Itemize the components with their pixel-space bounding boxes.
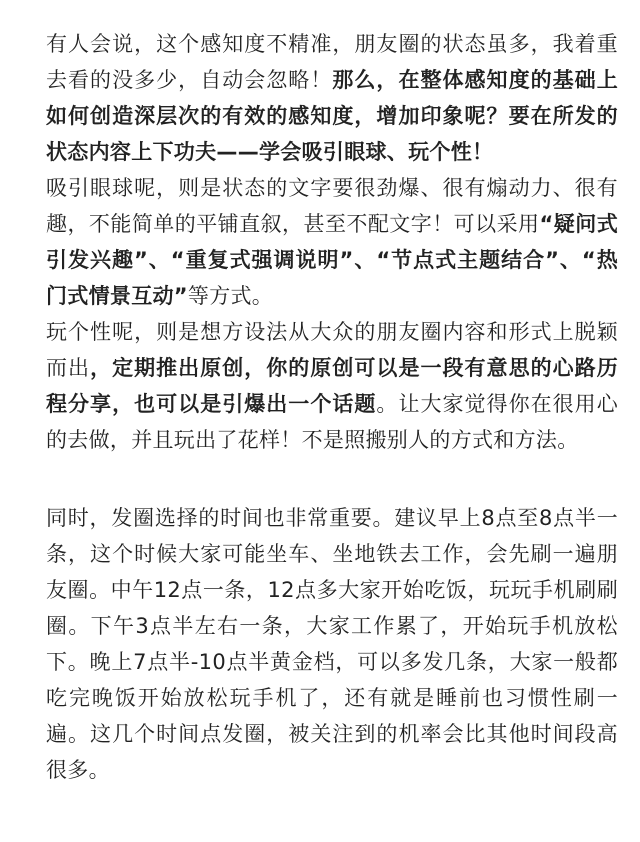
paragraph-spacer: [46, 458, 618, 500]
paragraph-text: 有人会说，这个感知度不精准，朋友圈的状态虽多，我着重去看的没多少，自动会忽略！: [46, 32, 618, 92]
paragraph-text: 同时，发圈选择的时间也非常重要。建议早上8点至8点半一条，这个时候大家可能坐车、坐地铁去工作，会先刷一遍朋友圈。中午12点一条，12点多大家开始吃饭，玩玩手机刷刷圈。下午3点半左右一条，大家工作累了，开始玩手机放松下。晚上7点半-10点半黄金档，可以多发几条，大家一般都吃完晚饭开始放松玩手机了，还有就是睡前也习惯性刷一遍。这几个时间点发圈，被关注到的机率会比其他时间段高很多。: [46, 506, 618, 782]
paragraph-personality: [46, 314, 618, 458]
paragraph-text: 等方式。: [187, 284, 274, 308]
paragraph-text: 吸引眼球呢，则是状态的文字要很劲爆、很有煽动力、很有趣，不能简单的平铺直叙，甚至不配文字！可以采用: [46, 176, 618, 236]
paragraph-text: 。让大家觉得你在很用心的去做，并且玩出了花样！不是照搬别人的方式和方法。: [46, 392, 618, 452]
paragraph-posting-time: [46, 500, 618, 788]
paragraph-text: 玩个性呢，则是想方设法从大众的朋友圈内容和形式上脱颖而出: [46, 320, 618, 380]
paragraph-bold-text: 那么，在整体感知度的基础上如何创造深层次的有效的感知度，增加印象呢？要在所发的状态内容上下功夫——学会吸引眼球、玩个性！: [46, 68, 618, 164]
paragraph-bold-text: ，定期推出原创，你的原创可以是一段有意思的心路历程分享，也可以是引爆出一个话题: [46, 356, 618, 416]
paragraph-bold-text: “疑问式引发兴趣”、“重复式强调说明”、“节点式主题结合”、“热门式情景互动”: [46, 212, 618, 308]
paragraph-perception: [46, 26, 618, 170]
paragraph-eye-catching: [46, 170, 618, 314]
